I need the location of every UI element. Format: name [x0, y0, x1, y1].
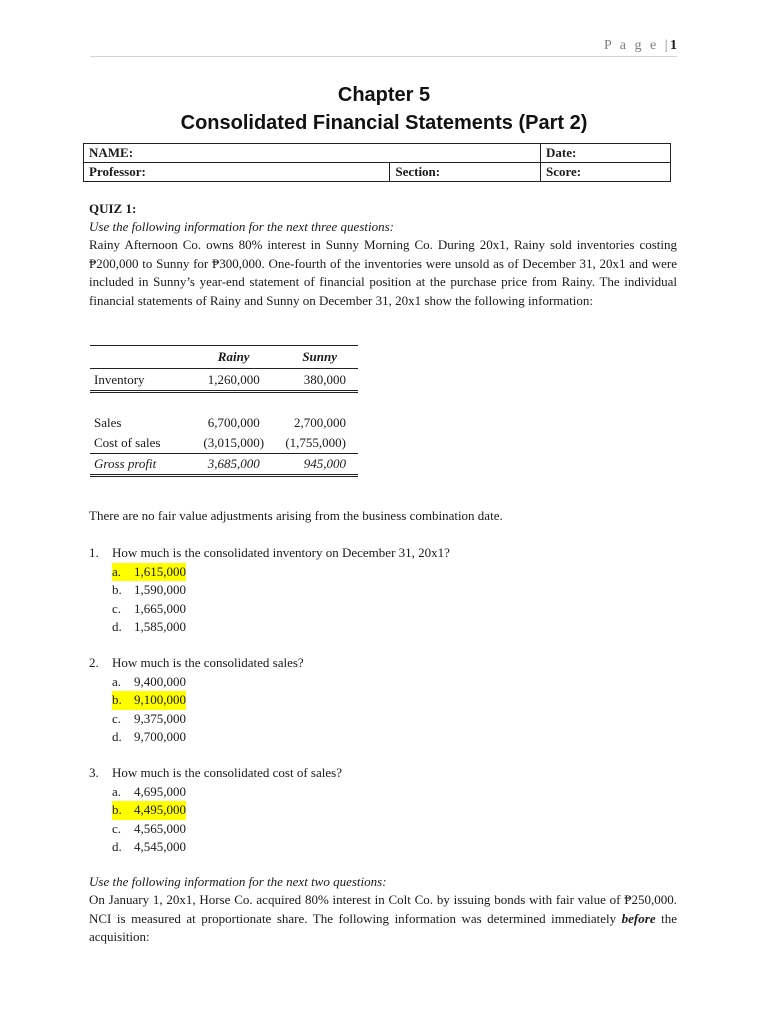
option-letter: d.: [112, 839, 122, 854]
option-value: 1,665,000: [134, 600, 186, 616]
problem-paragraph-1: Rainy Afternoon Co. owns 80% interest in Sunny Morning Co. During 20x1, Rainy sold inventories costing ₱200,000 to Sunny for ₱300,000. One-fourth of the inventories were unsold as of December 31, 20x1 and were included in Sunny’s year-end statement of financial position at the purchase price from Rainy. The individual financial statements of Rainy and Sunny on December 31, 20x1 show the following information:: [89, 237, 677, 308]
option-letter: c.: [112, 820, 122, 836]
note-text: There are no fair value adjustments arising from the business combination date.: [89, 508, 503, 523]
option-value-answer: 4,495,000: [134, 802, 186, 817]
option-letter: a.: [112, 783, 122, 799]
paragraph-2-start: On January 1, 20x1, Horse Co. acquired 80% interest in Colt Co. by issuing bonds with fair value of ₱250,000. NCI is measured at proportionate share. The following information was determined immediately: [89, 892, 677, 926]
cell-value: 3,685,000: [186, 454, 281, 476]
chapter-title: Chapter 5: [337, 84, 431, 106]
chapter-subtitle: Consolidated Financial Statements (Part 2): [180, 112, 588, 134]
col-rainy: Rainy: [186, 346, 281, 369]
option-letter: b.: [112, 802, 122, 817]
cell-value: 6,700,000: [207, 415, 260, 430]
financial-table: [90, 345, 358, 477]
option-letter: b.: [112, 692, 122, 707]
option-letter: a.: [112, 673, 122, 689]
page-number: 1: [670, 38, 677, 53]
option-value: 4,545,000: [134, 839, 186, 854]
option-value: 4,565,000: [134, 820, 186, 836]
option-letter: c.: [112, 600, 122, 616]
page-header: [90, 38, 677, 57]
option-value-answer: 1,615,000: [134, 563, 186, 579]
option-letter: a.: [112, 563, 122, 579]
row-label: Gross profit: [90, 454, 186, 476]
option-letter: c.: [112, 710, 122, 726]
instruction-1: Use the following information for the next three questions:: [89, 219, 394, 234]
option-value: 4,695,000: [134, 783, 186, 799]
cell-value: 945,000: [281, 454, 358, 476]
quiz-heading: QUIZ 1:: [89, 201, 137, 216]
option-value: 1,585,000: [134, 619, 186, 634]
section-cell: Section:: [390, 163, 541, 182]
option-letter: b.: [112, 582, 122, 597]
option-letter: d.: [112, 619, 122, 634]
name-cell: NAME:: [84, 144, 541, 163]
option-value: 9,700,000: [134, 729, 186, 744]
paragraph-2-emphasis: before: [621, 910, 656, 926]
instruction-2: Use the following information for the next two questions:: [89, 874, 387, 889]
cell-value: (1,755,000): [285, 435, 346, 450]
cell-value: (3,015,000): [203, 435, 265, 450]
option-value-answer: 9,100,000: [134, 692, 186, 707]
question-3: [89, 764, 342, 857]
option-value: 1,590,000: [134, 582, 186, 597]
col-sunny: Sunny: [281, 346, 358, 369]
page-label: P a g e |: [604, 38, 670, 53]
row-label: Sales: [94, 415, 122, 430]
question-1: [89, 544, 450, 637]
professor-cell: Professor:: [84, 163, 390, 182]
paragraph-2-end: the acquisition:: [89, 910, 677, 944]
question-number: 3.: [89, 765, 99, 780]
option-value: 9,400,000: [134, 673, 186, 689]
problem-paragraph-2: [89, 891, 677, 947]
question-number: 2.: [89, 655, 99, 670]
cell-value: 1,260,000: [186, 369, 281, 392]
score-cell: Score:: [541, 163, 671, 182]
option-letter: d.: [112, 729, 122, 744]
question-number: 1.: [89, 545, 99, 560]
question-text: How much is the consolidated sales?: [112, 655, 304, 670]
question-text: How much is the consolidated inventory on December 31, 20x1?: [112, 545, 450, 560]
option-value: 9,375,000: [134, 710, 186, 726]
student-info-table: [83, 143, 671, 182]
question-2: [89, 654, 304, 747]
row-label: Cost of sales: [94, 435, 161, 450]
cell-value: 2,700,000: [294, 415, 346, 430]
date-cell: Date:: [541, 144, 671, 163]
cell-value: 380,000: [281, 369, 358, 392]
row-label: Inventory: [90, 369, 186, 392]
question-text: How much is the consolidated cost of sales?: [112, 765, 342, 780]
